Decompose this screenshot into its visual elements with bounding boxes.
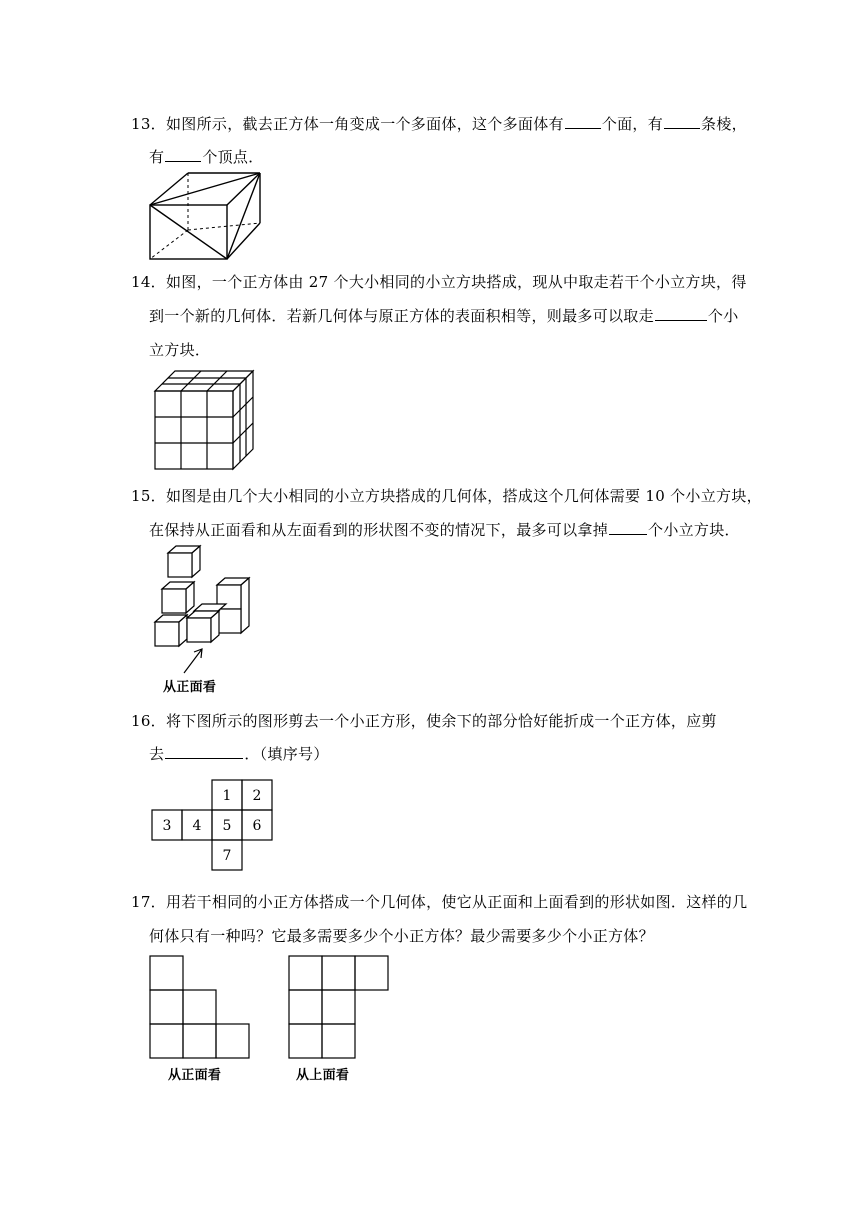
q17-caption-front-view: 从正面看 [168,1068,222,1083]
q15-number: 15． [131,487,166,505]
q17-top-view-figure [287,954,391,1060]
q17-number: 17． [131,893,166,911]
q17-front-view-figure [148,954,252,1060]
q13-number: 13． [131,115,166,133]
q16-label-5: 5 [222,818,232,834]
q13-truncated-cube-figure [145,168,270,263]
q16-label-1: 1 [222,788,232,804]
q14-line-1: 14．如图，一个正方体由 27 个大小相同的小立方块搭成，现从中取走若干个小立方块，得 [131,273,747,291]
q16-label-2: 2 [252,788,262,804]
q13-line-1: 13．如图所示，截去正方体一角变成一个多面体，这个多面体有 个面，有 条棱， [131,115,747,133]
q14-number: 14． [131,273,166,291]
q14-blank[interactable] [655,306,707,321]
q15-caption-front-view: 从正面看 [163,680,217,695]
q16-line-2: 去 ．（填序号） [149,745,329,763]
q14-line-3: 立方块． [149,341,211,359]
q17-line-1: 17．用若干相同的小正方体搭成一个几何体，使它从正面和上面看到的形状如图．这样的几 [131,893,748,911]
q13-line-2: 有 个顶点． [149,148,264,166]
q14-line-2: 到一个新的几何体．若新几何体与原正方体的表面积相等，则最多可以取走 个小 [149,307,739,325]
q13-blank-edges[interactable] [664,114,700,129]
q16-label-7: 7 [222,848,232,864]
q13-blank-faces[interactable] [565,114,601,129]
q17-line-2: 何体只有一种吗？它最多需要多少个小正方体？最少需要多少个小正方体？ [149,927,654,945]
q16-line-1: 16．将下图所示的图形剪去一个小正方形，使余下的部分恰好能折成一个正方体，应剪 [131,712,717,730]
q15-line-2: 在保持从正面看和从左面看到的形状图不变的情况下，最多可以拿掉 个小立方块． [149,521,740,539]
q15-line-1: 15．如图是由几个大小相同的小立方块搭成的几何体，搭成这个几何体需要 10 个小立方块， [131,487,762,505]
q15-cube-stack-figure [150,548,260,693]
q13-blank-vertices[interactable] [165,147,201,162]
q16-number: 16． [131,712,166,730]
q15-blank[interactable] [609,520,647,535]
q16-blank[interactable] [165,744,243,759]
q16-net-figure [150,778,276,872]
q16-label-6: 6 [252,818,262,834]
q16-label-3: 3 [162,818,172,834]
q17-caption-top-view: 从上面看 [296,1068,350,1083]
q14-rubik-cube-figure [153,369,263,471]
q16-label-4: 4 [192,818,202,834]
